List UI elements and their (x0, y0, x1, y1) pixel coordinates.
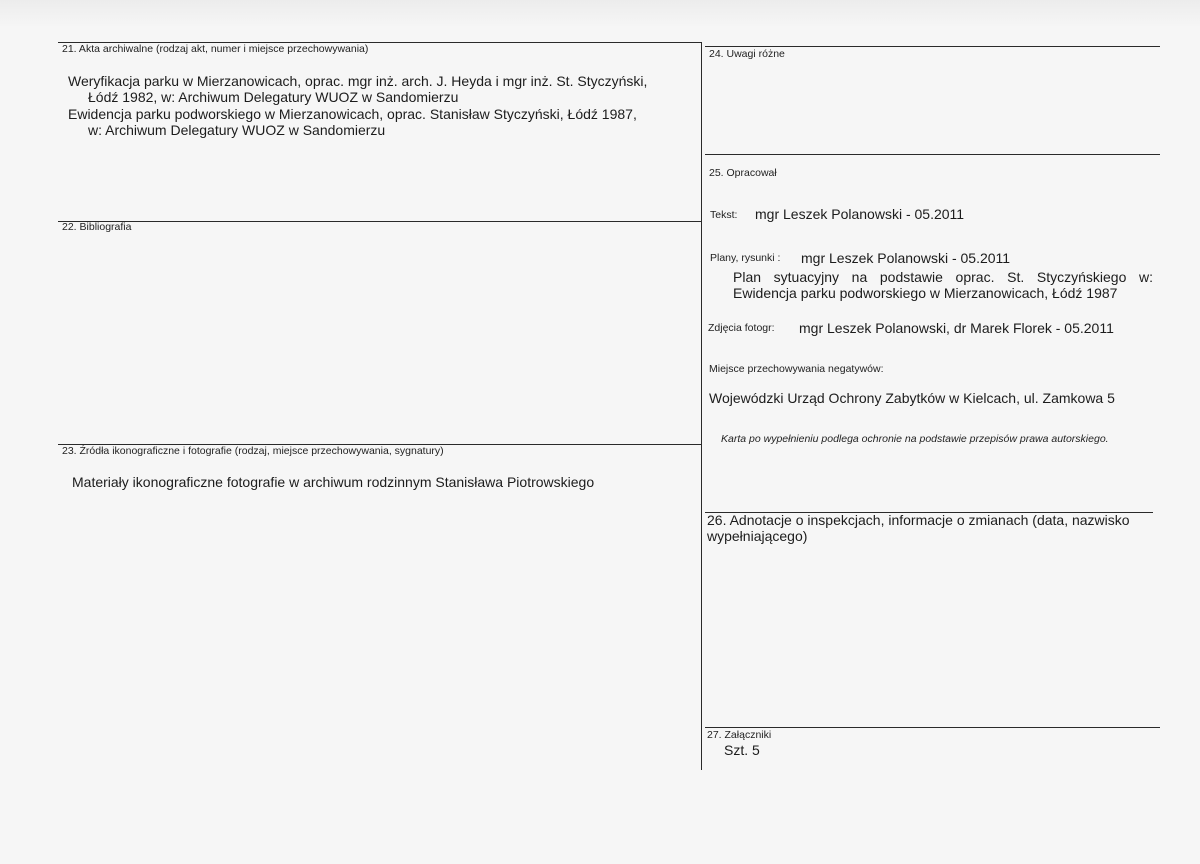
section27-value: Szt. 5 (724, 742, 760, 758)
section27-label: 27. Załączniki (707, 729, 772, 741)
plany-value: mgr Leszek Polanowski - 05.2011 (801, 250, 1011, 266)
tekst-value: mgr Leszek Polanowski - 05.2011 (755, 206, 965, 222)
miejsce-value: Wojewódzki Urząd Ochrony Zabytków w Kielcach, ul. Zamkowa 5 (709, 390, 1115, 406)
section21-line2: Łódź 1982, w: Archiwum Delegatury WUOZ w Sandomierzu (88, 89, 459, 105)
column-divider (701, 42, 702, 770)
plany-line2: Plan sytuacyjny na podstawie oprac. St. Styczyńskiego w: (733, 269, 1153, 285)
rule-section25 (705, 154, 1160, 155)
copyright-note: Karta po wypełnieniu podlega ochronie na podstawie przepisów prawa autorskiego. (721, 433, 1109, 445)
zdjecia-value: mgr Leszek Polanowski, dr Marek Florek - 05.2011 (799, 320, 1114, 336)
zdjecia-label: Zdjęcia fotogr: (708, 322, 775, 334)
section25-label: 25. Opracował (709, 167, 777, 179)
section21-label: 21. Akta archiwalne (rodzaj akt, numer i miejsce przechowywania) (62, 43, 369, 55)
section21-line4: w: Archiwum Delegatury WUOZ w Sandomierzu (88, 122, 386, 138)
section26-label-line1: 26. Adnotacje o inspekcjach, informacje o zmianach (data, nazwisko (707, 512, 1130, 528)
rule-section22 (58, 221, 701, 222)
miejsce-label: Miejsce przechowywania negatywów: (709, 363, 884, 375)
plany-line3: Ewidencja parku podworskiego w Mierzanowicach, Łódź 1987 (733, 285, 1118, 301)
rule-section27 (705, 727, 1160, 728)
rule-top-right (705, 46, 1160, 47)
section24-label: 24. Uwagi różne (709, 48, 785, 60)
section23-text: Materiały ikonograficzne fotografie w archiwum rodzinnym Stanisława Piotrowskiego (72, 474, 595, 490)
section26-label-line2: wypełniającego) (707, 528, 808, 544)
section23-label: 23. Źródła ikonograficzne i fotografie (rodzaj, miejsce przechowywania, sygnatury) (62, 445, 444, 457)
tekst-label: Tekst: (710, 209, 738, 221)
plany-label: Plany, rysunki : (710, 252, 781, 264)
section21-line1: Weryfikacja parku w Mierzanowicach, oprac. mgr inż. arch. J. Heyda i mgr inż. St. Styczyński, (68, 73, 648, 89)
section21-line3: Ewidencja parku podworskiego w Mierzanowicach, oprac. Stanisław Styczyński, Łódź 1987, (68, 106, 637, 122)
section22-label: 22. Bibliografia (62, 221, 132, 233)
